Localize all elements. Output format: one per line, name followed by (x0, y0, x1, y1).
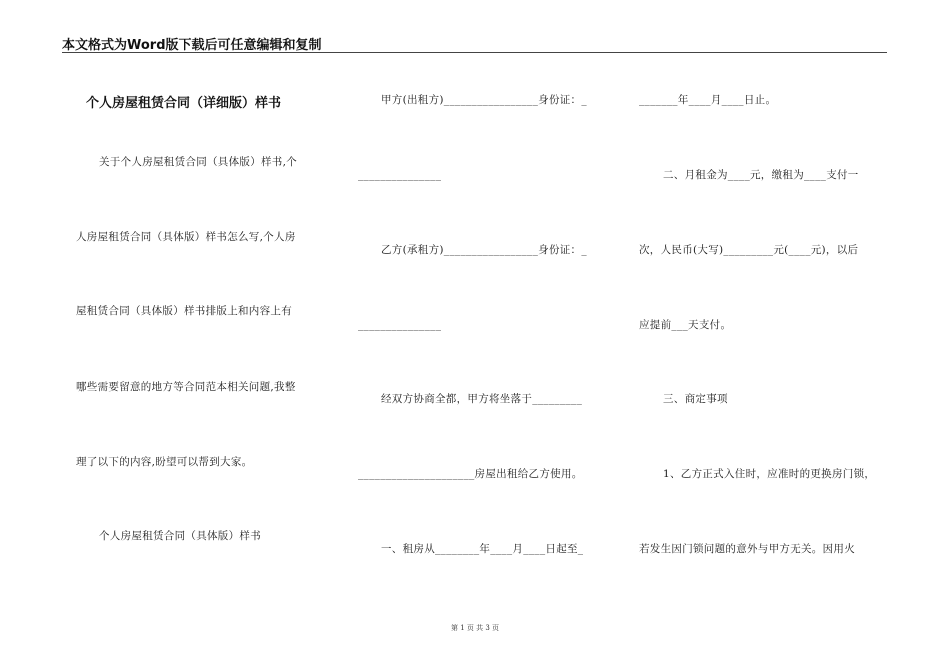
col3-line-1: _______年____月____日止。 (639, 94, 777, 106)
col3-line-6: 1、乙方正式入住时，应准时的更换房门锁， (663, 468, 876, 480)
col1-line-5: 理了以下的内容,盼望可以帮到大家。 (76, 456, 253, 468)
col2-line-2: _______________ (358, 169, 442, 181)
col1-line-2: 人房屋租赁合同（具体版）样书怎么写,个人房 (76, 231, 296, 243)
col1-line-4: 哪些需要留意的地方等合同范本相关问题,我整 (76, 381, 296, 393)
col2-line-7: 一、租房从________年____月____日起至_ (381, 543, 584, 555)
col2-line-5: 经双方协商全都，甲方将坐落于_________ (381, 393, 583, 405)
col2-line-6: _____________________房屋出租给乙方使用。 (358, 468, 583, 480)
col1-line-6: 个人房屋租赁合同（具体版）样书 (99, 530, 261, 542)
col3-line-4: 应提前___天支付。 (639, 319, 732, 331)
document-header: 本文格式为Word版下载后可任意编辑和复制 (62, 38, 322, 53)
col1-line-3: 屋租赁合同（具体版）样书排版上和内容上有 (76, 305, 292, 317)
col2-line-3: 乙方(承租方)_________________身份证：_ (381, 244, 587, 256)
col2-line-1: 甲方(出租方)_________________身份证：_ (381, 94, 587, 106)
col2-line-4: _______________ (358, 319, 442, 331)
page-number: 第 1 页 共 3 页 (450, 624, 500, 632)
page-title: 个人房屋租赁合同（详细版）样书 (86, 96, 282, 111)
col3-line-5: 三、商定事项 (663, 393, 728, 405)
header-divider (62, 52, 887, 53)
col1-line-1: 关于个人房屋租赁合同（具体版）样书,个 (99, 156, 298, 168)
col3-line-2: 二、月租金为____元，缴租为____支付一 (663, 169, 859, 181)
col3-line-3: 次，人民币(大写)_________元(____元)，以后 (639, 244, 859, 256)
col3-line-7: 若发生因门锁问题的意外与甲方无关。因用火 (639, 543, 855, 555)
